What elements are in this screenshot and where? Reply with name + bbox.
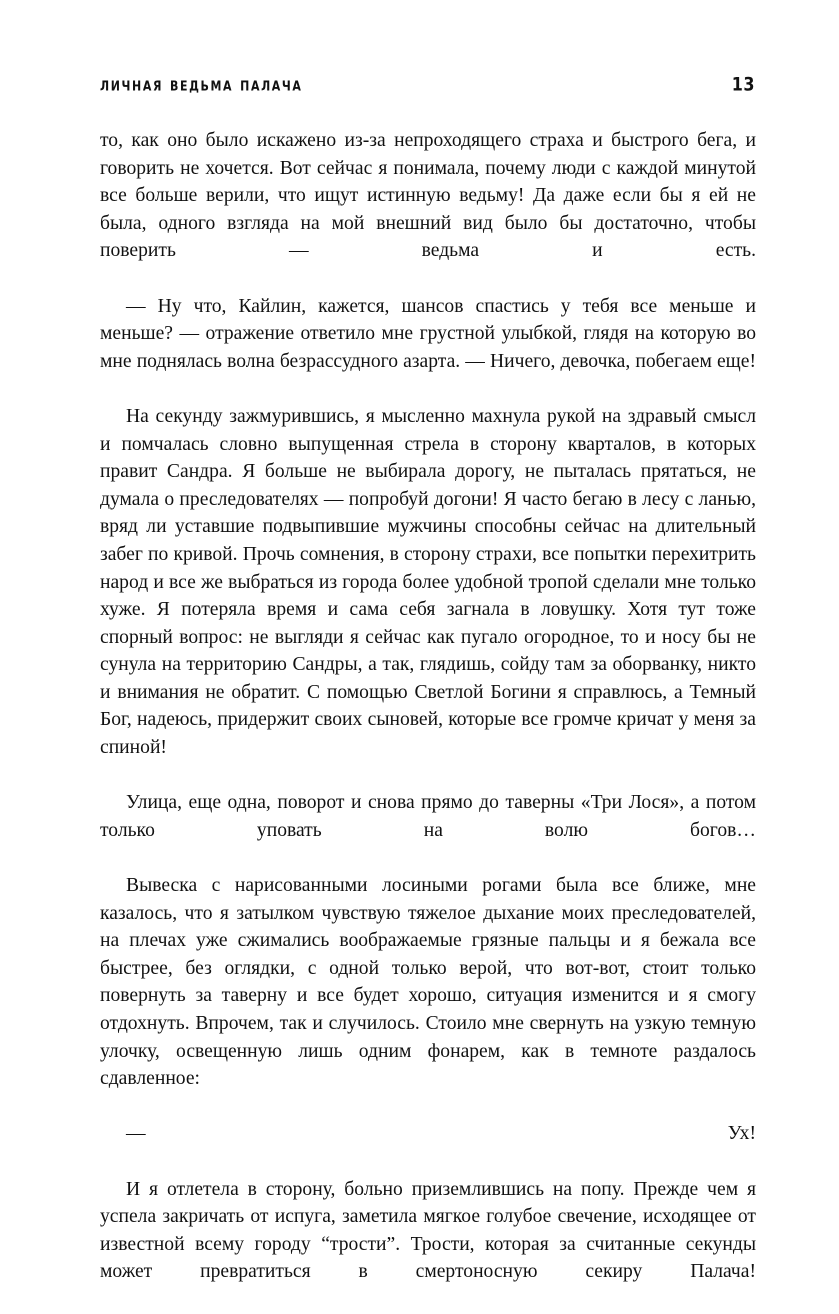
paragraph: — Ну что, Кайлин, кажется, шансов спастись у тебя все меньше и меньше? — отражение ответило мне грустной улыбкой, глядя на которую во мне поднялась волна безрассудного азарта. — Ничего, девочка, побегаем еще! [100, 295, 756, 372]
page-number: 13 [731, 72, 755, 96]
running-header-title: личная ведьма палача [100, 73, 303, 96]
paragraph: — Ух! [126, 1123, 756, 1145]
paragraph: На секунду зажмурившись, я мысленно махнула рукой на здравый смысл и помчалась словно выпущенная стрела в сторону кварталов, в которых правит Сандра. Я больше не выбирала дорогу, не пыталась прятаться, не думала о преследователях — попробуй догони! Я часто бегаю в лесу с ланью, вряд ли уставшие подвыпившие мужчины способны сейчас на длительный забег по кривой. Прочь сомнения, в сторону страхи, все попытки перехитрить народ и все же выбраться из города более удобной тропой сделали мне только хуже. Я потеряла время и сама себя загнала в ловушку. Хотя тут тоже спорный вопрос: не выгляди я сейчас как пугало огородное, то и носу бы не сунула на территорию Сандры, а так, глядишь, сойду там за оборванку, никто и внимания не обратит. С помощью Светлой Богини я справлюсь, а Темный Бог, надеюсь, придержит своих сыновей, которые все громче кричат у меня за спиной! [100, 405, 756, 759]
paragraph: Вывеска с нарисованными лосиными рогами была все ближе, мне казалось, что я затылком чувствую тяжелое дыхание моих преследователей, на плечах уже сжимались воображаемые грязные пальцы и я бежала все быстрее, без оглядки, с одной только верой, что вот-вот, стоит только повернуть за таверну и все будет хорошо, ситуация изменится и я смогу отдохнуть. Впрочем, так и случилось. Стоило мне свернуть на узкую темную улочку, освещенную лишь одним фонарем, как в темноте раздалось сдавленное: [100, 875, 756, 1090]
running-header [100, 72, 755, 104]
body-text-block [100, 127, 756, 1314]
paragraph: то, как оно было искажено из-за непроходящего страха и быстрого бега, и говорить не хочется. Вот сейчас я понимала, почему люди с каждой минутой все больше верили, что ищут истинную ведьму! Да даже если бы я ей не была, одного взгляда на мой внешний вид было бы достаточно, чтобы поверить — ведьма и есть. [100, 130, 756, 262]
paragraph: Улица, еще одна, поворот и снова прямо до таверны «Три Лося», а потом только уповать на волю богов… [100, 792, 756, 841]
paragraph: И я отлетела в сторону, больно приземлившись на попу. Прежде чем я успела закричать от испуга, заметила мягкое голубое свечение, исходящее от известной всему городу “трости”. Трости, которая за считанные секунды может превратиться в смертоносную секиру Палача! [100, 1178, 756, 1283]
